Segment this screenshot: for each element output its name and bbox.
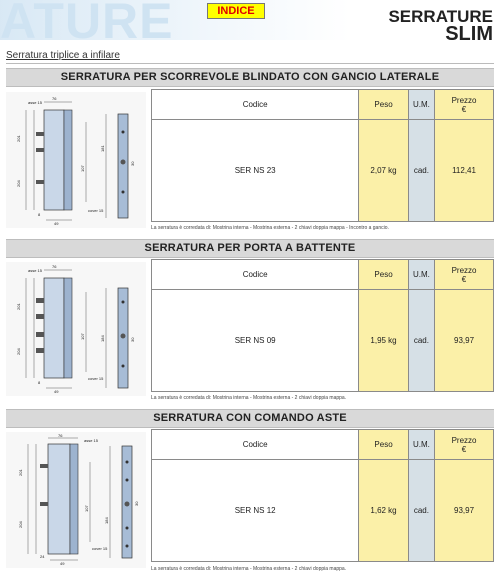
- cell-prezzo: 93,97: [435, 460, 494, 562]
- header-prezzo-label: Prezzo: [451, 95, 477, 105]
- diagram-label: 107: [84, 505, 89, 512]
- lock-diagram-3: [6, 432, 146, 568]
- page-title-line2: SLIM: [445, 23, 493, 45]
- diagram-label: 30: [130, 161, 135, 166]
- header-prezzo-label: Prezzo: [451, 265, 477, 275]
- cell-peso: 1,62 kg: [359, 460, 408, 562]
- page-title-line1: SERRATURE: [388, 7, 493, 26]
- diagram-label: 201: [18, 469, 23, 476]
- diagram-label: asse 15: [28, 268, 43, 273]
- diagram-label: 204: [16, 348, 21, 355]
- cell-um: cad.: [408, 290, 434, 392]
- page-subtitle: Serratura triplice a infilare: [6, 50, 120, 61]
- page-header: [0, 0, 500, 49]
- diagram-label: 107: [80, 165, 85, 172]
- header-watermark: ATURE: [0, 0, 174, 49]
- lock-diagram-1: [6, 92, 146, 228]
- section-title-3: SERRATURA CON COMANDO ASTE: [6, 409, 494, 428]
- header-peso: Peso: [359, 90, 408, 120]
- diagram-label: 49: [54, 221, 59, 226]
- lock-diagram-2: [6, 262, 146, 396]
- diagram-label: asse 15: [84, 438, 99, 443]
- spec-table-1: [151, 89, 494, 222]
- diagram-label: 8: [38, 380, 41, 385]
- cell-prezzo: 93,97: [435, 290, 494, 392]
- header-codice: Codice: [152, 90, 359, 120]
- diagram-label: cover 15: [92, 546, 108, 551]
- cell-um: cad.: [408, 120, 434, 222]
- spec-table-2: [151, 259, 494, 392]
- cell-prezzo: 112,41: [435, 120, 494, 222]
- section-title-2: SERRATURA PER PORTA A BATTENTE: [6, 239, 494, 258]
- header-prezzo-currency: €: [461, 444, 467, 454]
- diagram-label: cover 15: [88, 208, 104, 213]
- diagram-label: 24: [40, 554, 45, 559]
- header-peso: Peso: [359, 260, 408, 290]
- diagram-label: 204: [16, 180, 21, 187]
- header-prezzo: [435, 90, 494, 120]
- subtitle-divider: [6, 63, 494, 64]
- section-note-3: La serratura è corredata di: Mostrina interna - Mostrina esterna - 2 chiavi doppia mappa.: [151, 566, 347, 572]
- header-peso: Peso: [359, 430, 408, 460]
- diagram-label: 30: [130, 337, 135, 342]
- diagram-label: 8: [38, 212, 41, 217]
- indice-button[interactable]: INDICE: [207, 3, 265, 19]
- header-prezzo-currency: €: [461, 104, 467, 114]
- header-codice: Codice: [152, 430, 359, 460]
- header-prezzo: [435, 260, 494, 290]
- diagram-label: 201: [16, 135, 21, 142]
- header-prezzo-label: Prezzo: [451, 435, 477, 445]
- header-prezzo: [435, 430, 494, 460]
- diagram-label: 49: [60, 561, 65, 566]
- spec-table-3: [151, 429, 494, 562]
- header-codice: Codice: [152, 260, 359, 290]
- diagram-label: 201: [16, 303, 21, 310]
- header-um: U.M.: [408, 260, 434, 290]
- header-um: U.M.: [408, 90, 434, 120]
- diagram-label: 76: [52, 264, 57, 269]
- cell-um: cad.: [408, 460, 434, 562]
- diagram-label: 204: [18, 521, 23, 528]
- diagram-label: 76: [52, 96, 57, 101]
- cell-codice: SER NS 12: [152, 460, 359, 562]
- section-title-1: SERRATURA PER SCORREVOLE BLINDATO CON GANCIO LATERALE: [6, 68, 494, 87]
- diagram-label: 107: [80, 333, 85, 340]
- diagram-label: 184: [100, 335, 105, 342]
- cell-peso: 1,95 kg: [359, 290, 408, 392]
- header-um: U.M.: [408, 430, 434, 460]
- diagram-label: asse 15: [28, 100, 43, 105]
- section-note-1: La serratura è corredata di: Mostrina interna - Mostrina esterna - 2 chiavi doppia mappa - Incontro a gancio.: [151, 225, 389, 231]
- diagram-label: 76: [58, 433, 63, 438]
- diagram-label: 184: [104, 517, 109, 524]
- diagram-label: cover 15: [88, 376, 104, 381]
- cell-codice: SER NS 09: [152, 290, 359, 392]
- diagram-label: 30: [134, 501, 139, 506]
- diagram-label: 181: [100, 145, 105, 152]
- cell-peso: 2,07 kg: [359, 120, 408, 222]
- header-prezzo-currency: €: [461, 274, 467, 284]
- section-note-2: La serratura è corredata di: Mostrina interna - Mostrina esterna - 2 chiavi doppia mappa.: [151, 395, 347, 401]
- cell-codice: SER NS 23: [152, 120, 359, 222]
- diagram-label: 49: [54, 389, 59, 394]
